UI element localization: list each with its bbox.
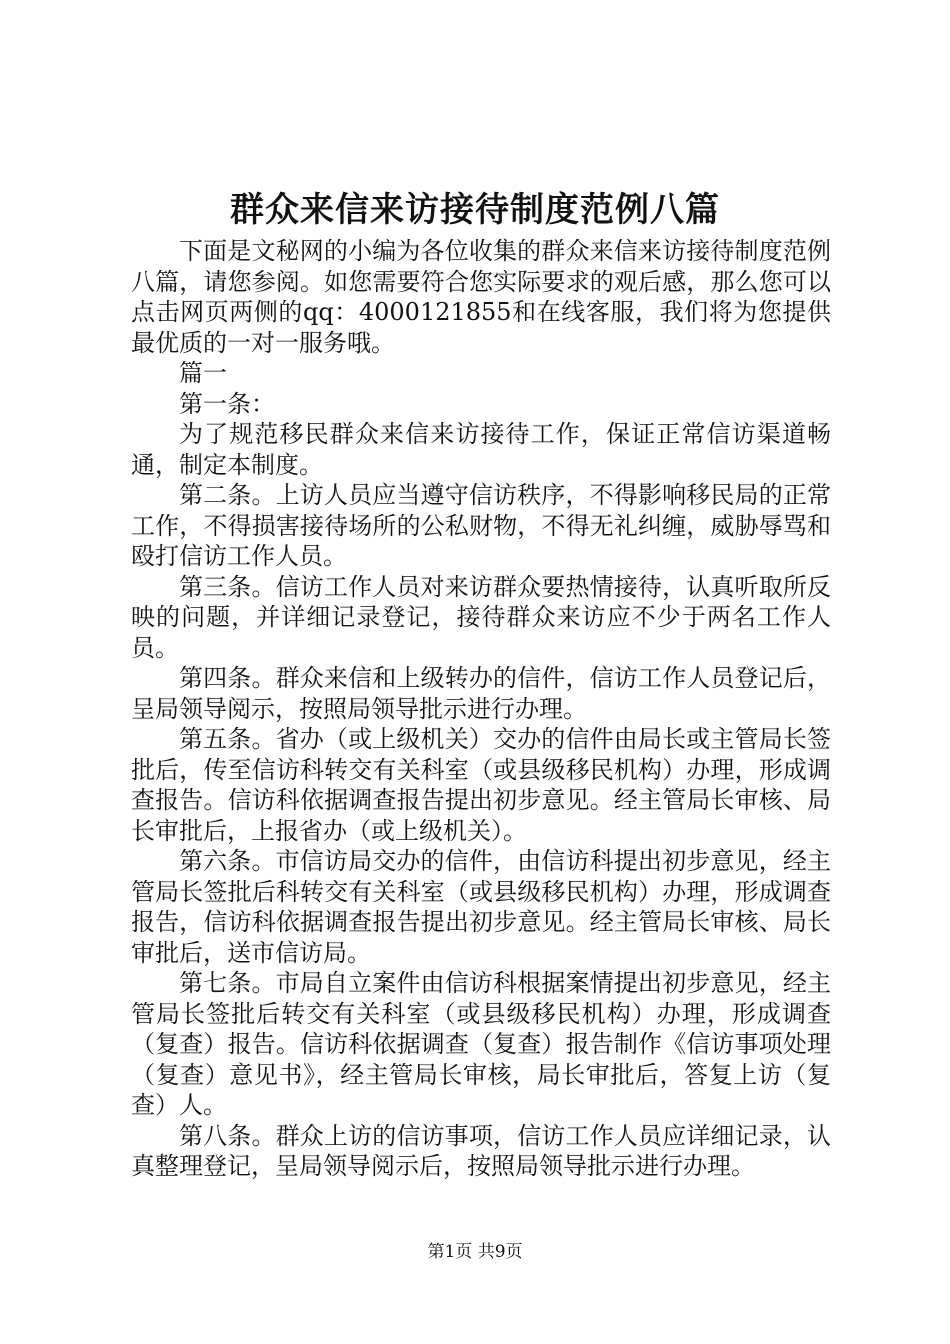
paragraph-article-3: 第三条。信访工作人员对来访群众要热情接待，认真听取所反映的问题，并详细记录登记，接待群众来访应不少于两名工作人员。 [131,572,831,662]
paragraph-article-1-heading: 第一条： [179,389,275,418]
page-footer: 第1页 共9页 [427,1242,523,1262]
paragraph-article-8: 第八条。群众上访的信访事项，信访工作人员应详细记录，认真整理登记，呈局领导阅示后，按照局领导批示进行办理。 [131,1121,831,1180]
paragraph-article-4: 第四条。群众来信和上级转办的信件，信访工作人员登记后，呈局领导阅示，按照局领导批示进行办理。 [131,664,831,723]
document-body [131,236,831,1182]
paragraph-article-1: 为了规范移民群众来信来访接待工作，保证正常信访渠道畅通，制定本制度。 [131,420,831,479]
paragraph-intro: 下面是文秘网的小编为各位收集的群众来信来访接待制度范例八篇，请您参阅。如您需要符合您实际要求的观后感，那么您可以点击网页两侧的qq：4000121855和在线客服，我们将为您提供最优质的一对一服务哦。 [131,237,831,357]
paragraph-article-6: 第六条。市信访局交办的信件，由信访科提出初步意见，经主管局长签批后科转交有关科室（或县级移民机构）办理，形成调查报告，信访科依据调查报告提出初步意见。经主管局长审核、局长审批后，送市信访局。 [131,847,831,967]
paragraph-article-2: 第二条。上访人员应当遵守信访秩序，不得影响移民局的正常工作，不得损害接待场所的公私财物，不得无礼纠缠，威胁辱骂和殴打信访工作人员。 [131,481,831,570]
paragraph-article-5: 第五条。省办（或上级机关）交办的信件由局长或主管局长签批后，传至信访科转交有关科室（或县级移民机构）办理，形成调查报告。信访科依据调查报告提出初步意见。经主管局长审核、局长审批后，上报省办（或上级机关）。 [131,725,831,845]
paragraph-article-7: 第七条。市局自立案件由信访科根据案情提出初步意见，经主管局长签批后转交有关科室（或县级移民机构）办理，形成调查（复查）报告。信访科依据调查（复查）报告制作《信访事项处理（复查）意见书》，经主管局长审核，局长审批后，答复上访（复查）人。 [131,969,831,1119]
paragraph-section-heading: 篇一 [179,359,227,387]
document-title: 群众来信来访接待制度范例八篇 [230,190,720,230]
